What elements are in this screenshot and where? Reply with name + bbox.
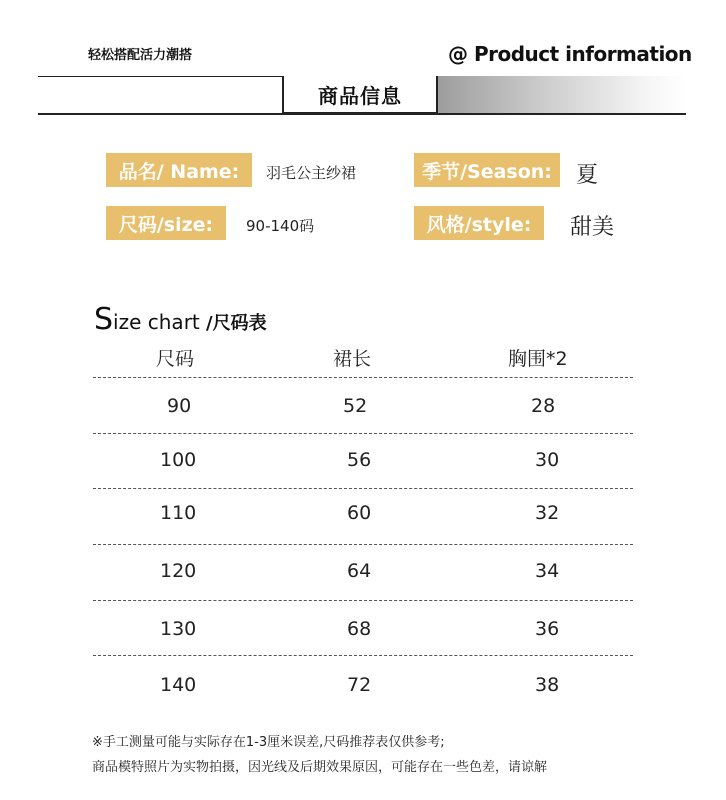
section-title: 商品信息 [318,83,402,108]
size-value: 90-140码 [246,217,315,235]
table-cell-size: 110 [160,502,197,524]
season-label: 季节/Season: [414,153,560,187]
size-label: 尺码/size: [106,206,226,240]
header-gradient-bar [438,76,686,114]
style-value: 甜美 [570,215,615,240]
table-cell-length: 64 [347,560,372,582]
measurement-note: ※手工测量可能与实际存在1-3厘米误差,尺码推荐表仅供参考; [92,735,445,750]
color-difference-note: 商品模特照片为实物拍摄，因光线及后期效果原因，可能存在一些色差，请谅解 [92,760,548,775]
table-cell-size: 140 [160,674,197,696]
row-divider [93,377,633,378]
row-divider [93,600,633,601]
row-divider [93,544,633,545]
column-header-chest: 胸围*2 [508,348,568,370]
table-cell-length: 72 [347,674,372,696]
tagline: 轻松搭配活力潮搭 [88,48,193,63]
table-cell-chest: 32 [535,502,560,524]
table-cell-length: 60 [347,502,372,524]
table-cell-size: 120 [160,560,197,582]
table-cell-chest: 30 [535,449,560,471]
table-cell-chest: 34 [535,560,560,582]
style-label: 风格/style: [414,206,544,240]
column-header-length: 裙长 [333,348,372,370]
row-divider [93,655,633,656]
table-cell-chest: 38 [535,674,560,696]
name-value: 羽毛公主纱裙 [266,164,357,182]
product-info-heading: @ Product information [448,42,692,66]
size-chart-title-rest: ize chart [113,310,200,334]
table-cell-length: 68 [347,618,372,640]
column-header-size: 尺码 [156,348,195,370]
table-cell-length: 52 [343,395,368,417]
name-label: 品名/ Name: [106,153,252,187]
season-value: 夏 [576,163,599,188]
size-chart-title [94,302,267,337]
section-title-box [282,76,438,114]
table-cell-size: 100 [160,449,197,471]
row-divider [93,433,633,434]
table-cell-chest: 28 [531,395,556,417]
table-cell-size: 90 [167,395,192,417]
table-cell-size: 130 [160,618,197,640]
table-cell-chest: 36 [535,618,560,640]
size-chart-title-cn: /尺码表 [199,313,267,334]
size-chart-title-initial: S [94,302,114,337]
table-cell-length: 56 [347,449,372,471]
row-divider [93,488,633,489]
